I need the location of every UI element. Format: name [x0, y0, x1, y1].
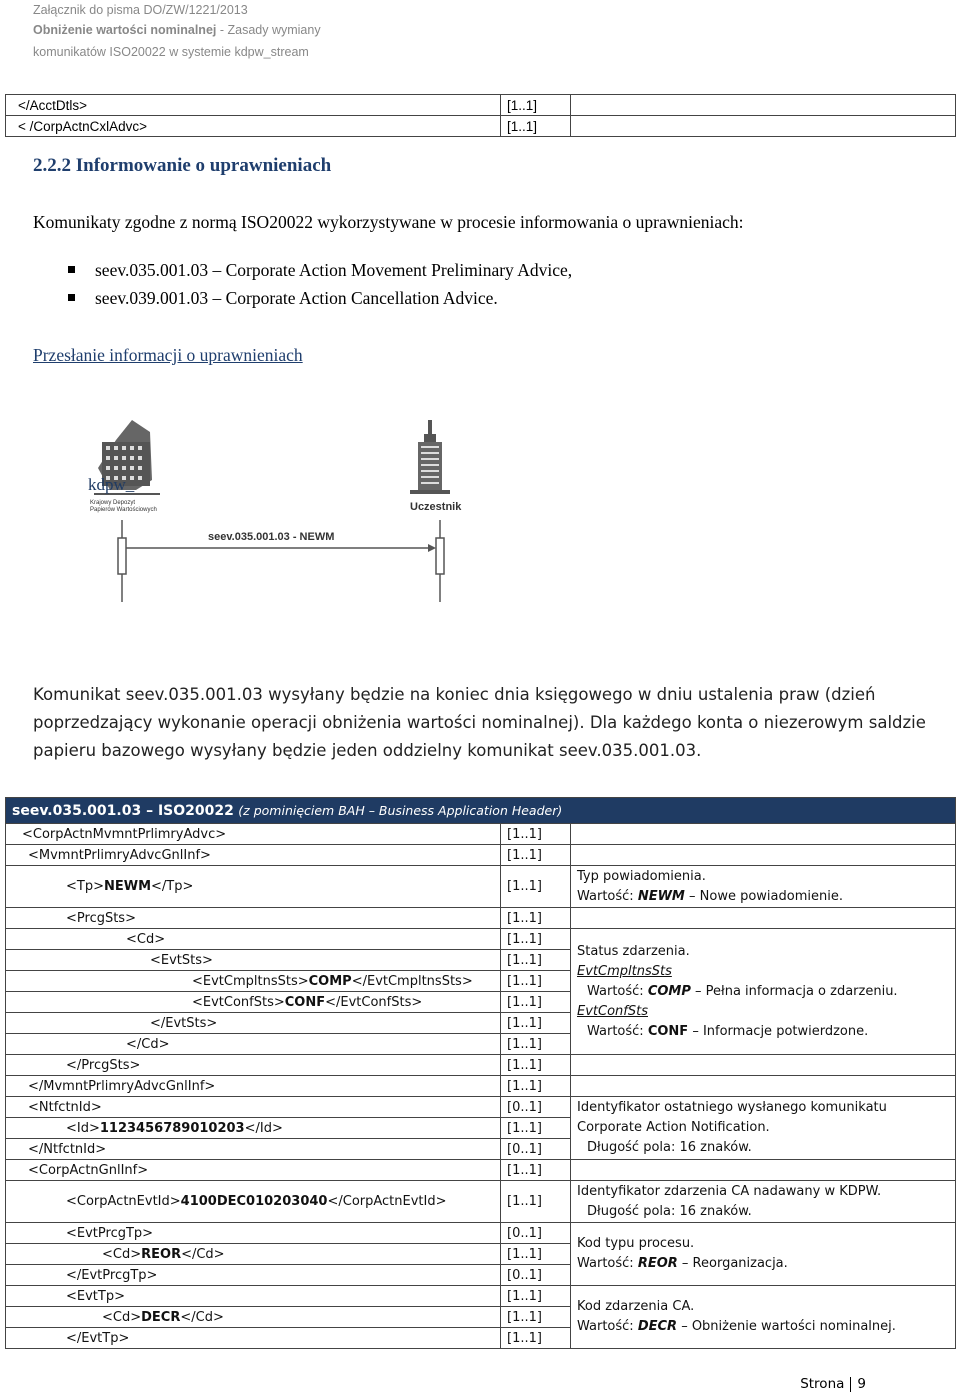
tag-open: <Cd>	[102, 1309, 142, 1325]
tag-value: COMP	[308, 973, 352, 989]
kdpw-caption-1: Krajowy Depozyt	[90, 500, 136, 506]
mult-cell: [1..1]	[501, 824, 571, 845]
tag-open: <EvtCmpltnsSts>	[192, 973, 309, 989]
desc-line: Corporate Action Notification.	[577, 1120, 770, 1135]
desc-value: CONF	[647, 1023, 689, 1039]
tag-cell	[6, 992, 501, 1013]
desc-line: Identyfikator ostatniego wysłanego komunikatu	[577, 1100, 887, 1115]
desc-rest: – Informacje potwierdzone.	[688, 1023, 869, 1039]
flow-diagram	[80, 410, 500, 610]
mult-cell: [1..1]	[501, 1055, 571, 1076]
mult-cell: [1..1]	[501, 1160, 571, 1181]
mult-cell: [1..1]	[501, 1307, 571, 1328]
table-row	[6, 1076, 956, 1097]
table-row	[6, 1055, 956, 1076]
desc-cell-event-id	[571, 1181, 956, 1223]
desc-value: REOR	[637, 1256, 678, 1271]
kdpw-caption-2: Papierów Wartościowych	[90, 507, 157, 513]
mult-cell: [1..1]	[501, 1013, 571, 1034]
tag-cell	[6, 866, 501, 908]
square-bullet-icon	[68, 266, 75, 273]
desc-line: Długość pola: 16 znaków.	[587, 1140, 752, 1155]
square-bullet-icon	[68, 294, 75, 301]
footer-divider	[850, 1377, 851, 1392]
mult-cell: [1..1]	[501, 845, 571, 866]
table-header	[6, 798, 956, 824]
mult-cell: [1..1]	[501, 116, 571, 137]
bullet-item	[68, 288, 498, 309]
tag-cell: <EvtTp>	[6, 1286, 501, 1307]
participant-building-icon	[410, 420, 450, 494]
tag-value: NEWM	[103, 879, 152, 894]
desc-value: COMP	[647, 983, 691, 999]
tag-open: <Id>	[66, 1120, 100, 1136]
desc-line	[577, 887, 949, 907]
desc-cell	[571, 908, 956, 929]
mult-cell: [1..1]	[501, 929, 571, 950]
table-row	[6, 116, 956, 137]
desc-cell	[571, 1160, 956, 1181]
desc-line	[577, 982, 949, 1002]
tag-open: <Tp>	[66, 879, 104, 894]
desc-cell-status	[571, 929, 956, 1055]
tag-cell	[6, 1118, 501, 1139]
desc-cell	[571, 95, 956, 116]
bullet-text: seev.035.001.03 – Corporate Action Movement Preliminary Advice,	[95, 260, 573, 280]
tag-cell: <PrcgSts>	[6, 908, 501, 929]
doc-header-rest: - Zasady wymiany	[216, 23, 321, 37]
desc-line: Długość pola: 16 znaków.	[587, 1203, 752, 1219]
section-title: 2.2.2 Informowanie o uprawnieniach	[33, 155, 332, 176]
mult-cell: [1..1]	[501, 971, 571, 992]
mult-cell: [0..1]	[501, 1139, 571, 1160]
participant-caption: Uczestnik	[410, 501, 462, 513]
page-label: Strona	[800, 1376, 845, 1392]
arrow-label: seev.035.001.03 - NEWM	[208, 531, 335, 543]
table-row	[6, 1223, 956, 1244]
tag-open: <Cd>	[102, 1246, 142, 1262]
tag-cell	[6, 1244, 501, 1265]
table-row	[6, 824, 956, 845]
subheading: Przesłanie informacji o uprawnieniach	[33, 345, 303, 365]
mult-cell: [1..1]	[501, 1181, 571, 1223]
kdpw-logo-text: kdpw_	[88, 475, 135, 494]
tag-close: </EvtCmpltnsSts>	[351, 973, 473, 989]
tag-cell: </EvtPrcgTp>	[6, 1265, 501, 1286]
tag-cell: <CorpActnMvmntPrlimryAdvc>	[6, 824, 501, 845]
desc-line: Kod zdarzenia CA.	[577, 1299, 695, 1314]
tag-cell: </EvtSts>	[6, 1013, 501, 1034]
desc-line	[577, 1317, 949, 1337]
tag-cell: </PrcgSts>	[6, 1055, 501, 1076]
tag-cell: </MvmntPrlimryAdvcGnlInf>	[6, 1076, 501, 1097]
desc-field: EvtCmpltnsSts	[577, 963, 672, 979]
bullet-text: seev.039.001.03 – Corporate Action Cancellation Advice.	[95, 288, 498, 308]
page-number: 9	[857, 1376, 866, 1392]
table-row	[6, 1286, 956, 1307]
tag-open: <CorpActnEvtId>	[66, 1194, 181, 1209]
mult-cell: [0..1]	[501, 1265, 571, 1286]
tag-close: </CorpActnEvtId>	[327, 1194, 447, 1209]
desc-label: Wartość:	[577, 1256, 638, 1271]
tag-cell	[6, 1181, 501, 1223]
doc-header-line-3: komunikatów ISO20022 w systemie kdpw_stream	[33, 45, 309, 59]
tag-cell: </NtfctnId>	[6, 1139, 501, 1160]
mult-cell: [1..1]	[501, 1286, 571, 1307]
table-row	[6, 1181, 956, 1223]
desc-cell-notification-id	[571, 1097, 956, 1160]
tag-cell: <MvmntPrlimryAdvcGnlInf>	[6, 845, 501, 866]
table-row	[6, 1160, 956, 1181]
top-table	[5, 94, 956, 137]
desc-line: Identyfikator zdarzenia CA nadawany w KDPW.	[577, 1183, 882, 1199]
mult-cell: [0..1]	[501, 1097, 571, 1118]
mult-cell: [1..1]	[501, 992, 571, 1013]
tag-value: 4100DEC010203040	[180, 1194, 328, 1209]
desc-rest: – Pełna informacja o zdarzeniu.	[690, 983, 898, 999]
desc-cell-event-type	[571, 1286, 956, 1349]
desc-rest: – Obniżenie wartości nominalnej.	[677, 1319, 896, 1334]
desc-rest: – Reorganizacja.	[677, 1256, 788, 1271]
mult-cell: [1..1]	[501, 95, 571, 116]
tag-cell: <EvtSts>	[6, 950, 501, 971]
desc-cell-type	[571, 866, 956, 908]
tag-value: CONF	[284, 994, 326, 1010]
desc-rest: – Nowe powiadomienie.	[684, 888, 843, 904]
table-title-bold: seev.035.001.03 – ISO20022	[12, 802, 234, 819]
tag-cell	[6, 971, 501, 992]
page-footer	[800, 1376, 866, 1392]
tag-value: DECR	[141, 1309, 181, 1325]
tag-cell	[6, 1307, 501, 1328]
tag-cell: <CorpActnGnlInf>	[6, 1160, 501, 1181]
desc-label: Wartość:	[577, 888, 638, 904]
table-row	[6, 1097, 956, 1118]
mult-cell: [1..1]	[501, 1076, 571, 1097]
mult-cell: [1..1]	[501, 866, 571, 908]
desc-line: Status zdarzenia.	[577, 943, 690, 959]
doc-header-line-1: Załącznik do pisma DO/ZW/1221/2013	[33, 3, 248, 17]
tag-cell: <Cd>	[6, 929, 501, 950]
table-row	[6, 845, 956, 866]
desc-cell	[571, 845, 956, 866]
mult-cell: [1..1]	[501, 950, 571, 971]
desc-field: EvtConfSts	[577, 1003, 648, 1019]
table-row	[6, 929, 956, 950]
tag-close: </EvtConfSts>	[325, 994, 423, 1010]
desc-line	[577, 1002, 949, 1022]
section-intro: Komunikaty zgodne z normą ISO20022 wykorzystywane w procesie informowania o uprawnieniach:	[33, 212, 744, 232]
desc-cell-process	[571, 1223, 956, 1286]
tag-cell: </EvtTp>	[6, 1328, 501, 1349]
tag-close: </Tp>	[151, 879, 194, 894]
desc-line	[577, 962, 949, 982]
desc-line	[577, 1254, 949, 1274]
description-paragraph: Komunikat seev.035.001.03 wysyłany będzie na koniec dnia księgowego w dniu ustalenia praw (dzień poprzedzający wykonanie operacji obniżenia wartości nominalnej). Dla każdego konta o niezerowym saldzie papieru bazowego wysyłany będzie jeden oddzielny komunikat seev.035.001.03.	[33, 685, 926, 760]
tag-cell: < /CorpActnCxlAdvc>	[6, 116, 501, 137]
mult-cell: [1..1]	[501, 908, 571, 929]
table-row	[6, 866, 956, 908]
desc-label: Wartość:	[587, 1023, 648, 1039]
doc-header-bold: Obniżenie wartości nominalnej	[33, 23, 217, 37]
bullet-item	[68, 260, 572, 281]
desc-cell	[571, 1055, 956, 1076]
desc-label: Wartość:	[577, 1319, 638, 1334]
desc-label: Wartość:	[587, 983, 648, 999]
desc-cell	[571, 824, 956, 845]
tag-cell: </Cd>	[6, 1034, 501, 1055]
tag-cell: </AcctDtls>	[6, 95, 501, 116]
tag-value: REOR	[141, 1246, 182, 1262]
mult-cell: [0..1]	[501, 1223, 571, 1244]
desc-line: Typ powiadomienia.	[577, 868, 706, 884]
desc-line: Kod typu procesu.	[577, 1236, 695, 1251]
desc-value: NEWM	[637, 888, 685, 904]
tag-close: </Cd>	[181, 1246, 225, 1262]
table-title-note: (z pominięciem BAH – Business Application Header)	[238, 802, 563, 818]
mult-cell: [1..1]	[501, 1118, 571, 1139]
tag-close: </Id>	[244, 1120, 283, 1136]
desc-cell	[571, 1076, 956, 1097]
table-title	[6, 798, 956, 824]
table-row	[6, 908, 956, 929]
mult-cell: [1..1]	[501, 1034, 571, 1055]
doc-header-line-2	[33, 23, 321, 37]
desc-cell	[571, 116, 956, 137]
desc-value: DECR	[637, 1319, 678, 1334]
desc-line	[577, 1022, 949, 1042]
mult-cell: [1..1]	[501, 1328, 571, 1349]
tag-open: <EvtConfSts>	[192, 994, 285, 1010]
tag-value: 1123456789010203	[99, 1120, 245, 1136]
tag-close: </Cd>	[180, 1309, 224, 1325]
tag-cell: <EvtPrcgTp>	[6, 1223, 501, 1244]
tag-cell: <NtfctnId>	[6, 1097, 501, 1118]
table-row	[6, 95, 956, 116]
message-structure-table	[5, 797, 956, 1349]
mult-cell: [1..1]	[501, 1244, 571, 1265]
